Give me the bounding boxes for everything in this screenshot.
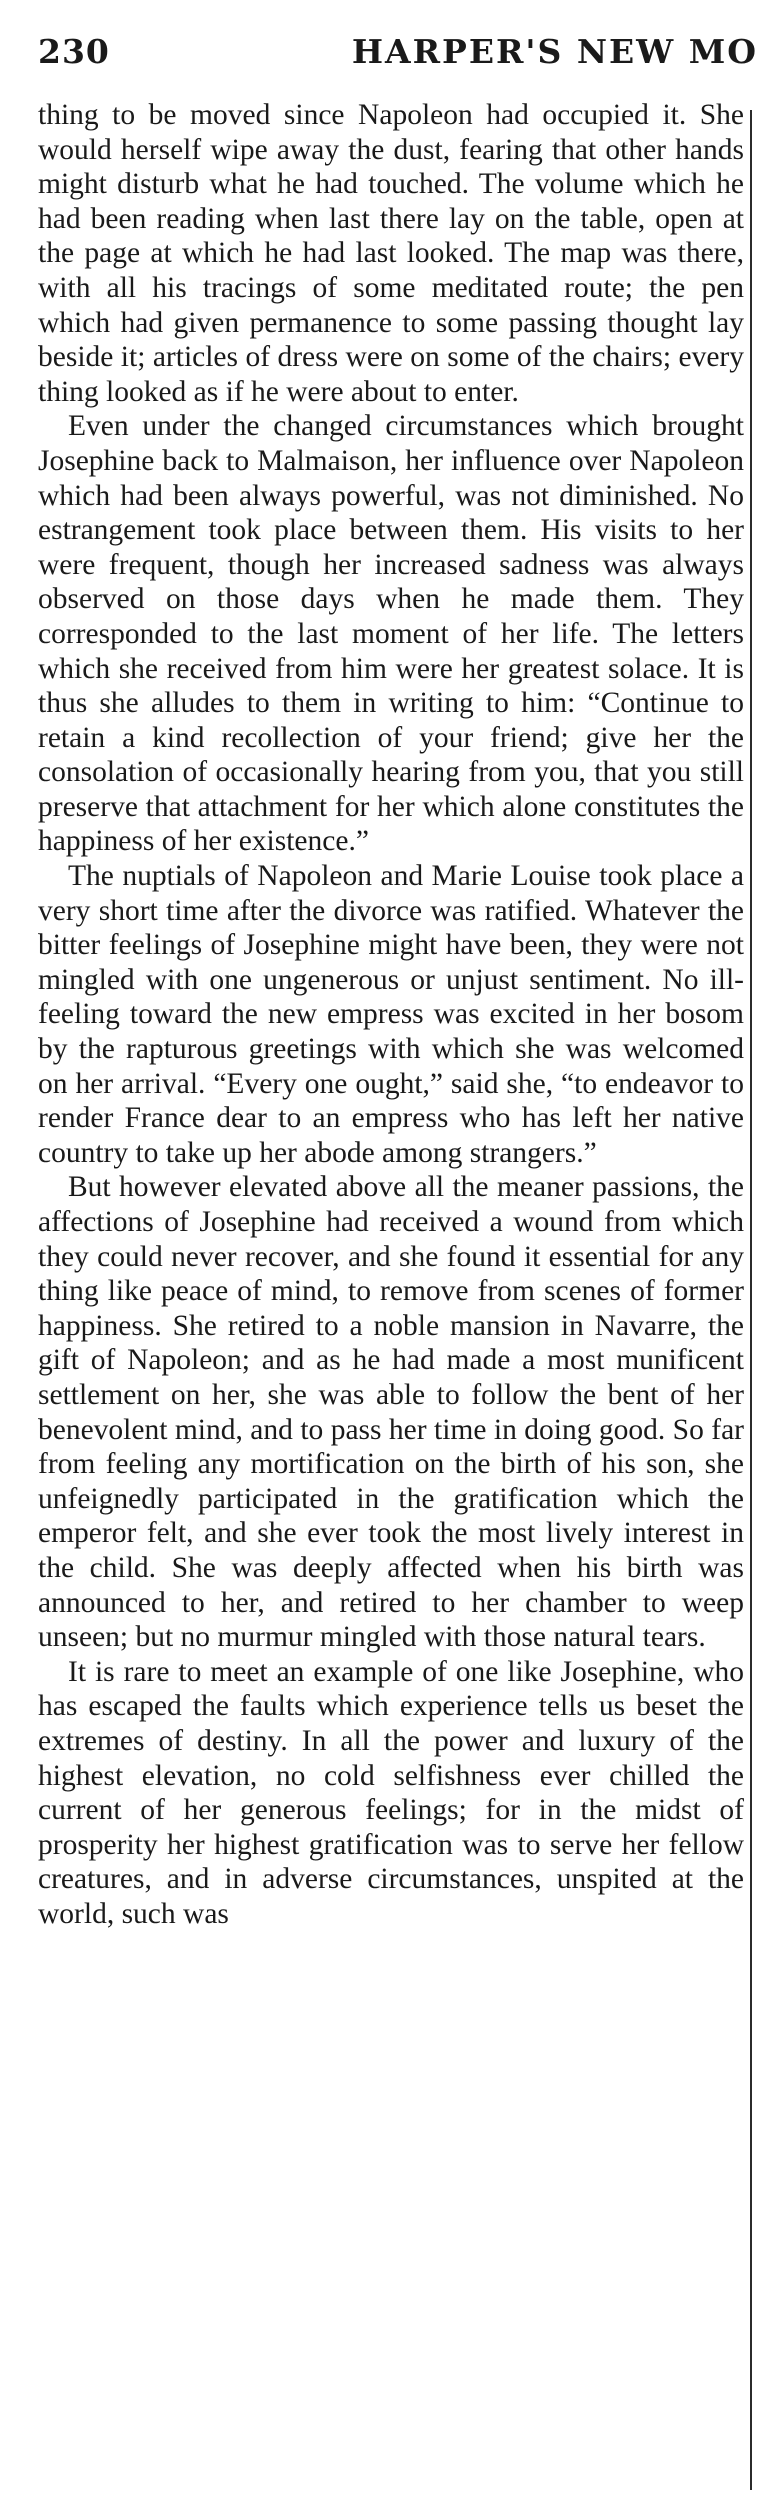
paragraph: But however elevated above all the meaner passions, the affections of Josephine had received a wound from which they could never recover, and she found it essential for any thing like peace of mind, to remove from scenes of former happiness. She retired to a noble mansion in Navarre, the gift of Napoleon; and as he had made a most munificent settlement on her, she was able to follow the bent of her benevolent mind, and to pass her time in doing good. So far from feeling any mortification on the birth of his son, she unfeignedly participated in the gratification which the emperor felt, and she ever took the most lively interest in the child. She was deeply affected when his birth was announced to her, and retired to her chamber to weep unseen; but no murmur mingled with those natural tears. [38,1171,744,1654]
running-title: HARPER'S NEW MO [351,32,758,71]
column-divider-rule [750,110,752,2490]
paragraph: Even under the changed circumstances which brought Josephine back to Malmaison, her influence over Napoleon which had been always powerful, was not diminished. No estrangement took place between them. His visits to her were frequent, though her increased sadness was always observed on those days when he made them. They corresponded to the last moment of her life. The letters which she received from him were her greatest solace. It is thus she alludes to them in writing to him: “Continue to retain a kind recollection of your friend; give her the consolation of occasionally hearing from you, that you still preserve that attachment for her which alone constitutes the happiness of her existence.” [38,410,744,858]
paragraph: The nuptials of Napoleon and Marie Louise took place a very short time after the divorce was ratified. Whatever the bitter feelings of Josephine might have been, they were not mingled with one ungenerous or unjust sentiment. No ill-feeling toward the new empress was excited in her bosom by the rapturous greetings with which she was welcomed on her arrival. “Every one ought,” said she, “to endeavor to render France dear to an empress who has left her native country to take up her abode among strangers.” [38,860,744,1169]
text-column [38,98,744,2488]
paragraph-continued: thing to be moved since Napoleon had occupied it. She would herself wipe away the dust, fearing that other hands might disturb what he had touched. The volume which he had been reading when last there lay on the table, open at the page at which he had last looked. The map was there, with all his tracings of some meditated route; the pen which had given permanence to some passing thought lay beside it; articles of dress were on some of the chairs; every thing looked as if he were about to enter. [38,99,744,408]
page-number: 230 [38,32,110,71]
paragraph: It is rare to meet an example of one like Josephine, who has escaped the faults which experience tells us beset the extremes of destiny. In all the power and luxury of the highest elevation, no cold selfishness ever chilled the current of her generous feelings; for in the midst of prosperity her highest gratification was to serve her fellow creatures, and in adverse circumstances, unspited at the world, such was [38,1655,744,1930]
running-head [38,28,758,78]
